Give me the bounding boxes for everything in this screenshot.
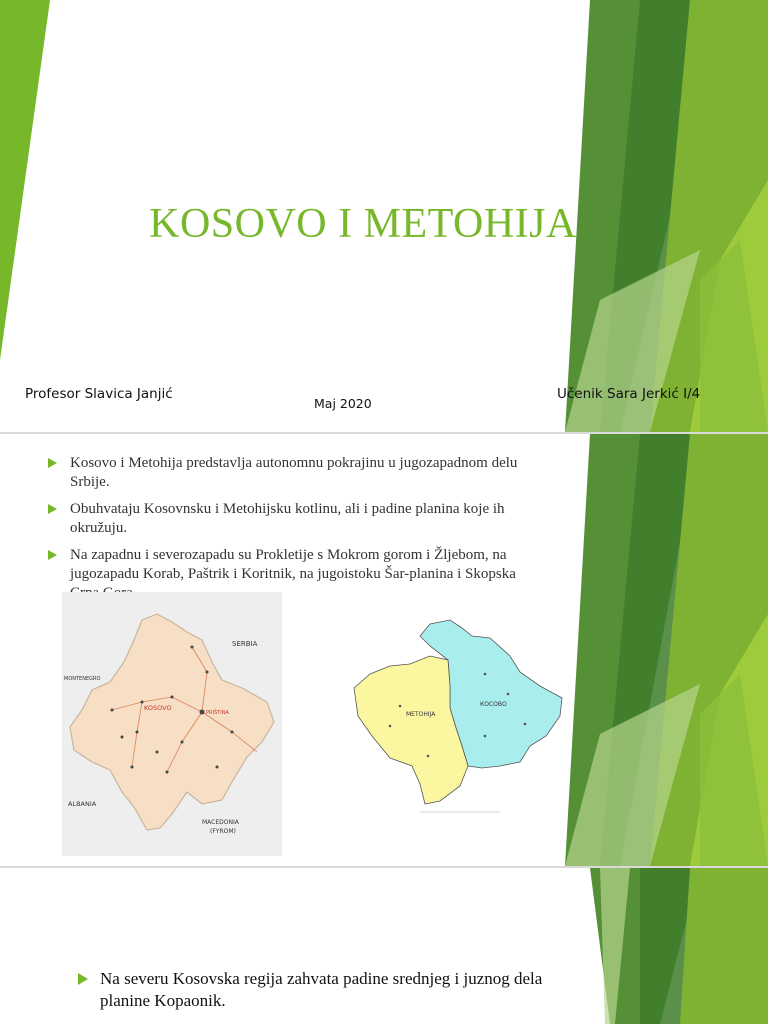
bullet-icon bbox=[48, 550, 57, 560]
map-label-pristina: PRIŠTINA bbox=[206, 710, 229, 716]
slide-title: KOSOVO I METOHIJA bbox=[149, 201, 577, 247]
bullet-icon bbox=[48, 458, 57, 468]
student-label: Učenik Sara Jerkić I/4 bbox=[557, 386, 701, 402]
kosovo-map-image[interactable] bbox=[62, 592, 282, 856]
professor-label: Profesor Slavica Janjić bbox=[25, 386, 173, 402]
map-label-albania: ALBANIA bbox=[68, 800, 97, 808]
content-slide-2[interactable] bbox=[0, 868, 768, 1024]
list-item: Na severu Kosovska regija zahvata padine srednjeg i juznog dela planine Kopaonik. bbox=[78, 968, 590, 1012]
list-item: Kosovo i Metohija predstavlja autonomnu pokrajinu u jugozapadnom delu Srbije. bbox=[48, 454, 548, 492]
bullet-list bbox=[48, 454, 548, 611]
map-label-serbia: SERBIA bbox=[232, 640, 258, 648]
map-label-kosovo: KOSOVO bbox=[144, 704, 172, 712]
map-label-kosovo-cyr: КОСОВО bbox=[480, 701, 507, 708]
list-item: Obuhvataju Kosovnsku i Metohijsku kotlinu, ali i padine planina koje ih okružuju. bbox=[48, 500, 548, 538]
metohija-kosovo-map-image[interactable] bbox=[350, 616, 566, 818]
map-label-macedonia: MACEDONIA bbox=[202, 819, 239, 826]
bullet-icon bbox=[78, 973, 88, 985]
map-label-montenegro: MONTENEGRO bbox=[64, 676, 101, 682]
list-item: Na zapadnu i severozapadu su Prokletije s Mokrom gorom i Žljebom, na jugozapadu Korab, Paštrik i Koritnik, na jugoistoku Šar-planina i Skopska bbox=[48, 546, 548, 603]
content-slide-1[interactable] bbox=[0, 434, 768, 866]
title-slide[interactable] bbox=[0, 0, 768, 432]
bullet-icon bbox=[48, 504, 57, 514]
date-label: Maj 2020 bbox=[314, 396, 372, 411]
map-label-fyrom: (FYROM) bbox=[210, 828, 236, 835]
map-label-metohija: METOHIJA bbox=[406, 711, 436, 718]
